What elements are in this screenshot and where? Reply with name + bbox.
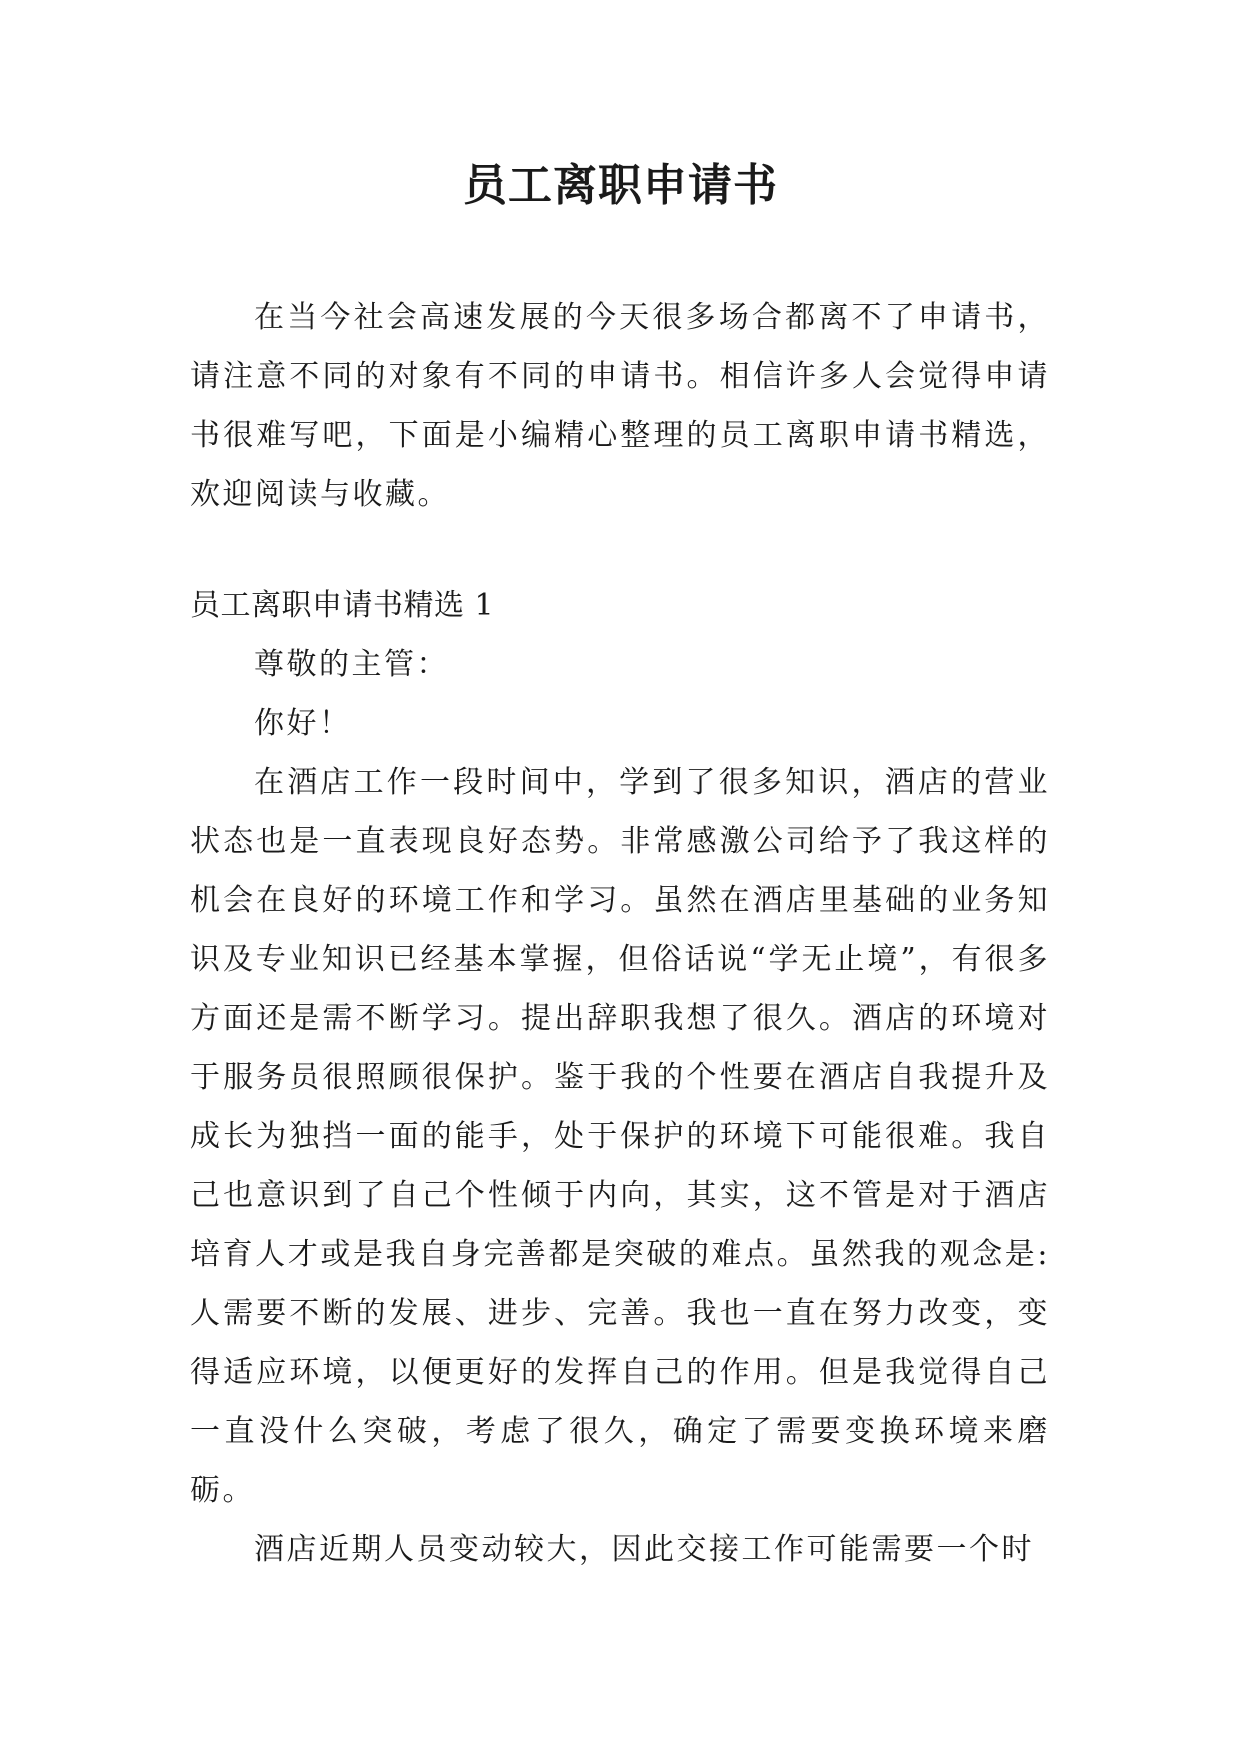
section-heading: 员工离职申请书精选 1 — [190, 588, 495, 623]
body-paragraph-1: 在酒店工作一段时间中，学到了很多知识，酒店的营业状态也是一直表现良好态势。非常感激公司给予了我这样的机会在良好的环境工作和学习。虽然在酒店里基础的业务知识及专业知识已经基本掌握，但俗话说“学无止境”，有很多方面还是需不断学习。提出辞职我想了很久。酒店的环境对于服务员很照顾很保护。鉴于我的个性要在酒店自我提升及成长为独挡一面的能手，处于保护的环境下可能很难。我自己也意识到了自己个性倾于内向，其实，这不管是对于酒店培育人才或是我自身完善都是突破的难点。虽然我的观念是: 人需要不断的发展、进步、完善。我也一直在努力改变，变得适应环境，以便更好的发挥自己的作用。但是我觉得自己一直没什么突破，考虑了很久，确定了需要变换环境来磨砺。 — [190, 765, 1050, 1508]
greeting: 你好！ — [254, 706, 352, 741]
body-paragraph-2: 酒店近期人员变动较大，因此交接工作可能需要一个时 — [254, 1532, 1034, 1567]
intro-paragraph: 在当今社会高速发展的今天很多场合都离不了申请书，请注意不同的对象有不同的申请书。相信许多人会觉得申请书很难写吧，下面是小编精心整理的员工离职申请书精选，欢迎阅读与收藏。 — [190, 300, 1050, 512]
document-title: 员工离职申请书 — [463, 160, 778, 211]
document-body — [190, 288, 1050, 1579]
salutation: 尊敬的主管： — [254, 647, 449, 682]
